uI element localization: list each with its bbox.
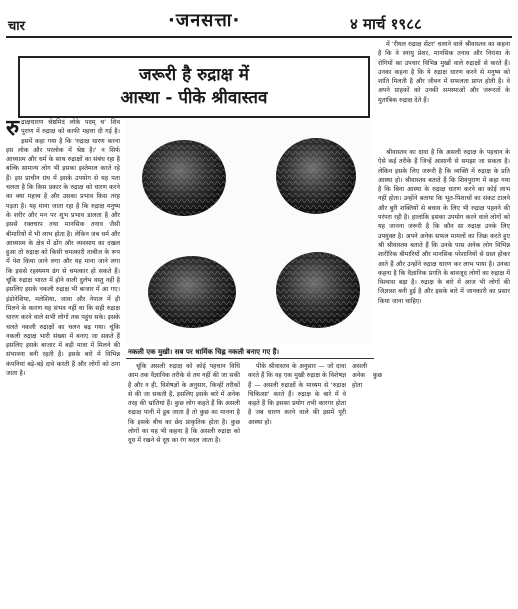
article-column-middle-center (248, 362, 346, 604)
article-text-middle-left: चूंकि असली रुद्राक्ष को कोई पहचान विधि आम तक वैज्ञानिक तरीके से तय नहीं की जा सकी है और न ही, विशेषज्ञों के अनुसार, किन्हीं तरीकों से की जा सकती है, इसलिए इसके बारे में अनेक तरह की भ्रांतियां हैं। कुछ लोग कहते हैं कि असली रुद्राक्ष पानी में डूब जाता है तो कुछ का मानना है कि इसके बीच का छेद प्राकृतिक होता है। कुछ लोगों का यह भी कहना है कि असली रुद्राक्ष को दूध में रखने से दूध का रंग बदल जाता है। (128, 363, 240, 445)
rudraksha-beads-image (126, 120, 372, 344)
article-column-middle-left (128, 362, 240, 604)
masthead-rule (6, 36, 512, 38)
article-column-left (6, 118, 120, 604)
drop-cap: रु (6, 118, 20, 141)
photo-caption: नकली एक मुखी। सब पर धार्मिक चिह्न नकली बनाए गए हैं। (128, 348, 280, 356)
article-text-middle-right: असली अनेक कुछ होता (352, 363, 382, 389)
newspaper-name: ·जनसत्ता· (168, 10, 241, 31)
headline-box (18, 56, 370, 118)
issue-date: ४ मार्च १९८८ (350, 15, 422, 33)
article-text-right-bottom: श्रीवास्तव का दावा है कि असली रुद्राक्ष के पहचान के ऐसे कई तरीके हैं जिन्हें आसानी से समझा जा सकता है। लेकिन इसके लिए जरूरी है कि व्यक्ति में रुद्राक्ष के प्रति आस्था हो। श्रीवास्तव बताते हैं कि शिवपुराण में कहा गया है कि बिना आस्था के रुद्राक्ष धारण करने का कोई लाभ नहीं होता। उन्होंने बताया कि भूत-पिशाचों का संकट टालने और बुरी शक्तियों से बचाव के लिए भी रुद्राक्ष पहनने की परंपरा रही है। हालांकि इसका उपयोग करने वाले लोगों को यह जानना जरूरी है कि कौन सा रुद्राक्ष उनके लिए उपयुक्त है। अपने अनेक सफल मामलों का जिक्र करते हुए श्री श्रीवास्तव बताते हैं कि उनके पास अनेक लोग विभिन्न शारीरिक बीमारियों और मानसिक परेशानियों से ग्रस्त होकर आते हैं और उन्होंने रुद्राक्ष धारण कर लाभ पाया है। उनका कहना है कि वैज्ञानिक प्रगति के बावजूद लोगों का रुद्राक्ष में विश्वास बढ़ा है। रुद्राक्ष के बारे में आज भी लोगों की जिज्ञासा बनी हुई है और इसके बारे में जानकारी का प्रसार किया जाना चाहिए। (378, 149, 510, 305)
rudraksha-photo (126, 120, 372, 344)
article-column-right-top (378, 40, 510, 140)
bead-bottom-right (276, 252, 360, 328)
caption-rule (126, 358, 374, 359)
bead-top-right (276, 138, 356, 214)
article-text-left: द्राक्षधारण श्रेष्ठमिदं लोके पदम्‌ च' शिव पुराण में रुद्राक्ष को काफी महत्ता दी गई है। इसमें कहा गया है कि 'रुद्राक्ष धारण करना इस लोक और परलोक में श्रेष्ठ है।' न सिर्फ आध्यात्म और धर्म के साथ रुद्राक्षों का संबंध रहा है बल्कि सामान्य लोग भी इसका इस्तेमाल करते रहे हैं। इस प्राचीन ग्रंथ में इसके उपयोग से यह पता चलता है कि किस प्रकार के रुद्राक्ष को धारण करने का क्या महत्त्व है और उसका प्रभाव किस तरह पड़ता है। यह माना जाता रहा है कि रुद्राक्ष मनुष्य के शरीर और मन पर शुभ प्रभाव डालता है और इससे रक्तचाप तथा मानसिक तनाव जैसी बीमारियों में भी लाभ होता है। लेकिन जब धर्म और आध्यात्म के क्षेत्र में ढोंग और व्यवसाय का दखल हुआ तो रुद्राक्ष को किसी चमत्कारी ताबीज के रूप में पेश किया जाने लगा और यह माना जाने लगा कि इससे रहस्यमय ढंग से चमत्कार हो सकते हैं। चूंकि रुद्राक्ष भारत में होने वाली दुर्लभ वस्तु नहीं है इसलिए इसके नकली रुद्राक्ष भी बाजार में आ गए। इंडोनेशिया, मलेशिया, जावा और नेपाल में ही मिलने के कारण यह संभव नहीं था कि सही रुद्राक्ष धारण करने वाले सभी लोगों तक पहुंच सके। इसके चलते नकली रुद्राक्षों का चलन बढ़ गया। चूंकि नकली रुद्राक्ष भारी संख्या में बनाए जा सकते हैं इसलिए इसके बाजार में बड़ी मात्रा में मिलने की संभावना बनी रहती है। इसके बारे में विभिन्न कंपनियां बड़े-बड़े दावे करती हैं और लोगों को ठगा जाता है। (6, 119, 120, 378)
article-text-right-top: में 'रीयल रुद्राक्ष सेंटर' चलाने वाले श्रीवास्तव का कहना है कि वे स्नायु प्रेशर, मानसिक तनाव और निराशा के रोगियों का उपचार विभिन्न मुखों वाले रुद्राक्षों से करते हैं। उनका कहना है कि ये रुद्राक्ष धारण करने से मनुष्य को शांति मिलती है और जीवन में सफलता प्राप्त होती है। वे अपने ग्राहकों को उनकी समस्याओं और जरूरतों के मुताबिक रुद्राक्ष देते हैं। (378, 41, 510, 104)
article-column-right-bottom (378, 148, 510, 604)
page-number: चार (8, 19, 25, 34)
article-text-middle-center: पीके श्रीवास्तव के अनुसार — जो दावा करते हैं कि वह एक मुखी रुद्राक्ष के विशेषज्ञ हैं — असली रुद्राक्षों के माध्यम से 'रुद्राक्ष चिकित्सा' करते हैं। रुद्राक्ष के बारे में वे कहते हैं कि इसका प्रयोग तभी कारगर होता है जब धारण करने वाले की इसमें पूरी आस्था हो। (248, 363, 346, 426)
bead-top-left (142, 140, 226, 216)
headline-line-1: जरूरी है रुद्राक्ष में (139, 65, 249, 85)
bead-bottom-left (148, 256, 236, 328)
headline-line-2: आस्था - पीके श्रीवास्तव (120, 88, 268, 108)
